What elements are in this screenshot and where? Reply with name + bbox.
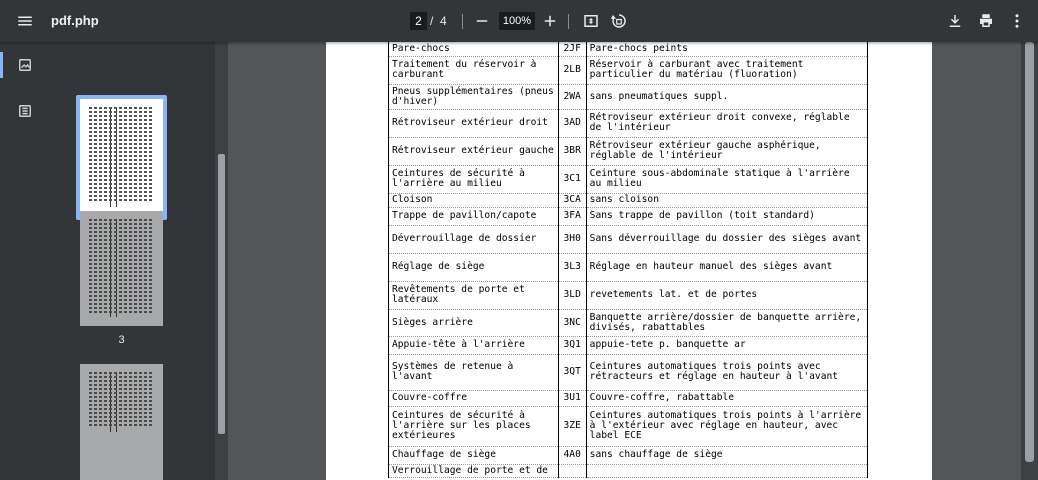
option-code-cell: 3Q1: [558, 336, 586, 354]
table-row: [389, 42, 868, 56]
pdf-toolbar: [0, 0, 1038, 42]
option-code-cell: [558, 464, 586, 477]
option-name-cell: Pare-chocs: [389, 42, 559, 56]
options-table: [388, 42, 868, 478]
printer-icon: [977, 12, 995, 30]
option-description-cell: Ceintures automatiques trois points avec rétracteurs et réglage en hauteur à l'avant: [586, 354, 867, 390]
option-description-cell: Ceinture sous-abdominale statique à l'arrière au milieu: [586, 165, 867, 193]
download-button[interactable]: [940, 6, 970, 36]
option-code-cell: 4A0: [558, 446, 586, 464]
page-separator: /: [430, 14, 434, 28]
option-code-cell: 3AD: [558, 109, 586, 137]
zoom-in-button[interactable]: [535, 6, 565, 36]
option-description-cell: sans chauffage de siège: [586, 446, 867, 464]
option-description-cell: appuie-tete p. banquette ar: [586, 336, 867, 354]
option-description-cell: revetements lat. et de portes: [586, 281, 867, 309]
sidebar-rail: [0, 42, 50, 480]
thumbnail-page-3[interactable]: [80, 211, 163, 326]
option-description-cell: sans pneumatiques suppl.: [586, 84, 867, 109]
active-view-indicator: [0, 52, 3, 78]
sidebar-scrollbar-thumb[interactable]: [218, 154, 225, 434]
toolbar-divider: [568, 14, 569, 29]
rotate-button[interactable]: [604, 6, 634, 36]
vertical-dots-icon: [1008, 12, 1026, 30]
document-scrollbar-thumb[interactable]: [1025, 42, 1034, 462]
option-name-cell: Cloison: [389, 193, 559, 207]
total-pages: 4: [440, 14, 447, 28]
document-scrollbar[interactable]: [1021, 42, 1038, 480]
sidebar-scrollbar[interactable]: [215, 42, 228, 480]
option-code-cell: 2LB: [558, 56, 586, 84]
print-button[interactable]: [971, 6, 1001, 36]
option-code-cell: 3BR: [558, 137, 586, 165]
option-name-cell: Ceintures de sécurité à l'arrière sur les places extérieures: [389, 406, 559, 446]
more-actions-button[interactable]: [1002, 6, 1032, 36]
table-row: [389, 446, 868, 464]
option-name-cell: Appuie-tête à l'arrière: [389, 336, 559, 354]
table-row: [389, 390, 868, 406]
table-row: [389, 354, 868, 390]
toolbar-divider: [462, 14, 463, 29]
option-name-cell: Rétroviseur extérieur gauche: [389, 137, 559, 165]
thumbnail-page-2[interactable]: [80, 99, 163, 216]
option-name-cell: Pneus supplémentaires (pneus d'hiver): [389, 84, 559, 109]
hamburger-menu-icon: [16, 12, 34, 30]
option-description-cell: sans cloison: [586, 193, 867, 207]
option-code-cell: 3L3: [558, 253, 586, 281]
thumbnail-text-lines: [89, 372, 154, 428]
option-description-cell: Sans trappe de pavillon (toit standard): [586, 207, 867, 225]
image-icon: [18, 58, 32, 72]
thumbnail-text-lines: [89, 107, 154, 203]
pdf-page: [326, 42, 932, 480]
option-description-cell: Réglage en hauteur manuel des sièges avant: [586, 253, 867, 281]
table-row: [389, 207, 868, 225]
option-name-cell: Verrouillage de porte et de: [389, 464, 559, 477]
option-name-cell: Ceintures de sécurité à l'arrière au milieu: [389, 165, 559, 193]
table-row: [389, 309, 868, 336]
option-description-cell: [586, 464, 867, 477]
table-row: [389, 406, 868, 446]
option-code-cell: 3NC: [558, 309, 586, 336]
table-row: [389, 56, 868, 84]
option-code-cell: 3LD: [558, 281, 586, 309]
zoom-level-input[interactable]: 100%: [499, 12, 535, 30]
table-row: [389, 137, 868, 165]
option-name-cell: Couvre-coffre: [389, 390, 559, 406]
option-name-cell: Trappe de pavillon/capote: [389, 207, 559, 225]
option-description-cell: Ceintures automatiques trois points à l'arrière à l'extérieur avec réglage en hauteur, avec label ECE: [586, 406, 867, 446]
page-number-input[interactable]: 2: [410, 12, 427, 30]
table-row: [389, 225, 868, 253]
table-row: [389, 336, 868, 354]
option-code-cell: 3CA: [558, 193, 586, 207]
option-code-cell: 2WA: [558, 84, 586, 109]
option-name-cell: Revêtements de porte et latéraux: [389, 281, 559, 309]
option-code-cell: 3QT: [558, 354, 586, 390]
table-row: [389, 253, 868, 281]
option-description-cell: Banquette arrière/dossier de banquette arrière, divisés, rabattables: [586, 309, 867, 336]
thumbnail-label: 3: [118, 334, 125, 346]
table-row: [389, 193, 868, 207]
table-row: [389, 281, 868, 309]
option-name-cell: Déverrouillage de dossier: [389, 225, 559, 253]
option-code-cell: 3U1: [558, 390, 586, 406]
document-viewer[interactable]: [228, 42, 1038, 480]
document-title: pdf.php: [51, 13, 99, 28]
menu-button[interactable]: [10, 6, 40, 36]
download-icon: [946, 12, 964, 30]
option-description-cell: Rétroviseur extérieur gauche asphérique, réglable de l'intérieur: [586, 137, 867, 165]
table-row: [389, 464, 868, 477]
table-row: [389, 165, 868, 193]
option-code-cell: 3FA: [558, 207, 586, 225]
thumbnail-view-button[interactable]: [8, 48, 42, 82]
table-row: [389, 84, 868, 109]
option-description-cell: Rétroviseur extérieur droit convexe, réglable de l'intérieur: [586, 109, 867, 137]
option-name-cell: Traitement du réservoir à carburant: [389, 56, 559, 84]
option-name-cell: Rétroviseur extérieur droit: [389, 109, 559, 137]
fit-page-icon: [582, 12, 600, 30]
thumbnail-text-lines: [89, 219, 154, 315]
option-description-cell: Pare-chocs peints: [586, 42, 867, 56]
option-description-cell: Sans déverrouillage du dossier des sièges avant: [586, 225, 867, 253]
option-name-cell: Chauffage de siège: [389, 446, 559, 464]
list-outline-icon: [18, 104, 32, 118]
rotate-counterclockwise-icon: [610, 12, 628, 30]
zoom-out-button[interactable]: [467, 6, 497, 36]
option-name-cell: Systèmes de retenue à l'avant: [389, 354, 559, 390]
thumbnail-page-4[interactable]: [80, 364, 163, 480]
outline-view-button[interactable]: [8, 94, 42, 128]
option-code-cell: 2JF: [558, 42, 586, 56]
option-name-cell: Sièges arrière: [389, 309, 559, 336]
option-description-cell: Réservoir à carburant avec traitement particulier du matériau (fluoration): [586, 56, 867, 84]
option-code-cell: 3C1: [558, 165, 586, 193]
plus-icon: [541, 12, 559, 30]
table-row: [389, 109, 868, 137]
option-code-cell: 3ZE: [558, 406, 586, 446]
option-code-cell: 3H0: [558, 225, 586, 253]
minus-icon: [473, 12, 491, 30]
thumbnail-sidebar: [0, 42, 228, 480]
option-description-cell: Couvre-coffre, rabattable: [586, 390, 867, 406]
fit-to-page-button[interactable]: [576, 6, 606, 36]
option-name-cell: Réglage de siège: [389, 253, 559, 281]
